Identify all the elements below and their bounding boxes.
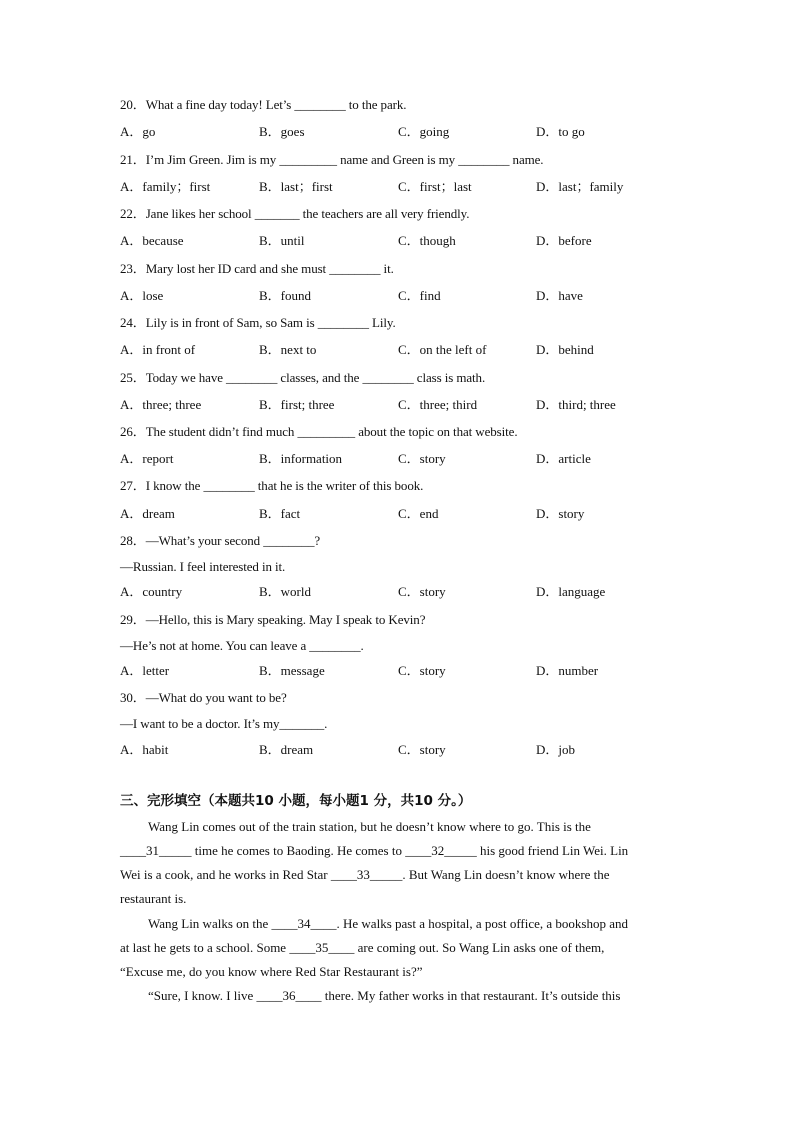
option-a[interactable]: A．three; three	[120, 397, 202, 412]
passage-text: “Sure, I know. I live	[148, 988, 257, 1003]
passage-line: Wang Lin comes out of the train station, but he doesn’t know where to go. This is the	[148, 819, 591, 834]
option-b[interactable]: B．goes	[259, 124, 305, 139]
option-a[interactable]: A．habit	[120, 742, 169, 757]
option-b[interactable]: B．last；first	[259, 179, 333, 194]
passage-text: Wei is a cook, and he works in Red Star	[120, 867, 331, 882]
option-b[interactable]: B．until	[259, 233, 305, 248]
question-options-29	[120, 663, 680, 679]
option-b[interactable]: B．fact	[259, 506, 301, 521]
option-d[interactable]: D．have	[536, 288, 583, 303]
question-options-26	[120, 451, 680, 467]
passage-text: at last he gets to a school. Some	[120, 940, 290, 955]
question-reply-28: —Russian. I feel interested in it.	[120, 559, 286, 574]
passage-text: are coming out. So Wang Lin asks one of them,	[354, 940, 605, 955]
question-reply-30: —I want to be a doctor. It’s my_______.	[120, 716, 328, 731]
question-stem-27: 27．I know the ________ that he is the writer of this book.	[120, 478, 424, 493]
question-stem-28: 28．—What’s your second ________?	[120, 533, 321, 548]
passage-line: restaurant is.	[120, 891, 187, 906]
question-options-27	[120, 506, 680, 522]
passage-text: Wang Lin walks on the	[148, 916, 272, 931]
option-b[interactable]: B．information	[259, 451, 343, 466]
question-stem-23: 23．Mary lost her ID card and she must ________ it.	[120, 261, 394, 276]
option-c[interactable]: C．three; third	[398, 397, 478, 412]
option-d[interactable]: D．third; three	[536, 397, 616, 412]
option-d[interactable]: D．before	[536, 233, 592, 248]
passage-text: . But Wang Lin doesn’t know where the	[402, 867, 610, 882]
option-c[interactable]: C．going	[398, 124, 450, 139]
passage-text: time he comes to Baoding. He comes to	[191, 843, 406, 858]
blank-32[interactable]: ____32_____	[405, 843, 477, 858]
blank-35[interactable]: ____35____	[289, 940, 355, 955]
blank-34[interactable]: ____34____	[271, 916, 337, 931]
passage-line: “Excuse me, do you know where Red Star Restaurant is?”	[120, 964, 423, 979]
option-d[interactable]: D．story	[536, 506, 585, 521]
option-d[interactable]: D．article	[536, 451, 591, 466]
section-heading-cloze: 三、完形填空（本题共10 小题，每小题1 分，共10 分。）	[120, 793, 472, 809]
question-stem-20: 20．What a fine day today! Let’s ________ to the park.	[120, 97, 407, 112]
option-a[interactable]: A．report	[120, 451, 174, 466]
option-d[interactable]: D．behind	[536, 342, 594, 357]
option-b[interactable]: B．message	[259, 663, 325, 678]
option-a[interactable]: A．country	[120, 584, 183, 599]
passage-line	[148, 916, 628, 932]
option-c[interactable]: C．story	[398, 663, 446, 678]
blank-33[interactable]: ____33_____	[330, 867, 403, 882]
option-b[interactable]: B．found	[259, 288, 312, 303]
blank-31[interactable]: ____31_____	[120, 843, 192, 858]
question-options-24	[120, 342, 680, 358]
option-b[interactable]: B．first; three	[259, 397, 335, 412]
option-c[interactable]: C．story	[398, 742, 446, 757]
option-c[interactable]: C．find	[398, 288, 441, 303]
option-c[interactable]: C．though	[398, 233, 456, 248]
question-options-23	[120, 288, 680, 304]
passage-line	[120, 843, 628, 859]
passage-text: . He walks past a hospital, a post office, a bookshop and	[336, 916, 628, 931]
question-reply-29: —He’s not at home. You can leave a ________.	[120, 638, 364, 653]
passage-line	[148, 988, 620, 1004]
option-c[interactable]: C．end	[398, 506, 439, 521]
option-a[interactable]: A．dream	[120, 506, 175, 521]
option-a[interactable]: A．go	[120, 124, 156, 139]
passage-text: his good friend Lin Wei. Lin	[476, 843, 629, 858]
passage-line	[120, 940, 604, 956]
question-stem-24: 24．Lily is in front of Sam, so Sam is ________ Lily.	[120, 315, 396, 330]
question-options-20	[120, 124, 680, 140]
question-options-25	[120, 397, 680, 413]
option-d[interactable]: D．last；family	[536, 179, 624, 194]
option-a[interactable]: A．family；first	[120, 179, 211, 194]
option-b[interactable]: B．next to	[259, 342, 317, 357]
blank-36[interactable]: ____36____	[256, 988, 322, 1003]
question-stem-21: 21．I’m Jim Green. Jim is my _________ name and Green is my ________ name.	[120, 152, 544, 167]
option-a[interactable]: A．because	[120, 233, 184, 248]
question-stem-26: 26．The student didn’t find much _________ about the topic on that website.	[120, 424, 518, 439]
question-options-28	[120, 584, 680, 600]
option-d[interactable]: D．language	[536, 584, 606, 599]
option-a[interactable]: A．in front of	[120, 342, 196, 357]
question-options-30	[120, 742, 680, 758]
option-d[interactable]: D．number	[536, 663, 599, 678]
option-c[interactable]: C．first；last	[398, 179, 472, 194]
question-stem-22: 22．Jane likes her school _______ the teachers are all very friendly.	[120, 206, 470, 221]
passage-text: there. My father works in that restaurant. It’s outside this	[321, 988, 621, 1003]
question-stem-29: 29．—Hello, this is Mary speaking. May I speak to Kevin?	[120, 612, 426, 627]
passage-line	[120, 867, 610, 883]
option-a[interactable]: A．letter	[120, 663, 170, 678]
option-c[interactable]: C．story	[398, 584, 446, 599]
option-d[interactable]: D．job	[536, 742, 576, 757]
option-b[interactable]: B．dream	[259, 742, 314, 757]
option-d[interactable]: D．to go	[536, 124, 585, 139]
option-b[interactable]: B．world	[259, 584, 312, 599]
question-stem-30: 30．—What do you want to be?	[120, 690, 287, 705]
option-c[interactable]: C．on the left of	[398, 342, 487, 357]
question-options-21	[120, 179, 680, 195]
question-options-22	[120, 233, 680, 249]
option-c[interactable]: C．story	[398, 451, 446, 466]
question-stem-25: 25．Today we have ________ classes, and the ________ class is math.	[120, 370, 486, 385]
option-a[interactable]: A．lose	[120, 288, 164, 303]
